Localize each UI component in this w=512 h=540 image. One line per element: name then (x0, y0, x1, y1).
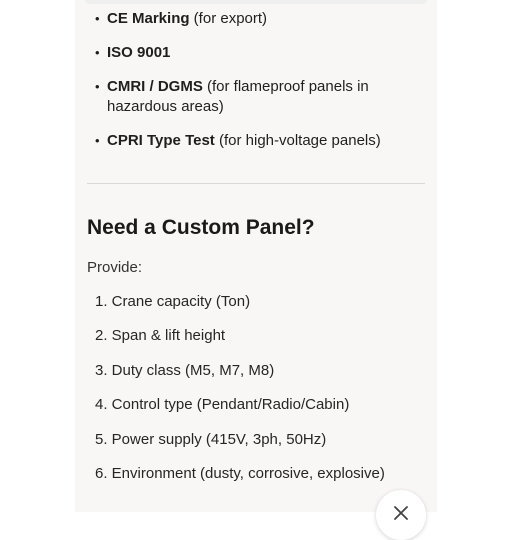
list-item (95, 77, 415, 117)
list-item: 5. Power supply (415V, 3ph, 50Hz) (95, 430, 327, 448)
list-item (95, 131, 415, 151)
cert-note: (for high-voltage panels) (214, 132, 381, 149)
list-item: 4. Control type (Pendant/Radio/Cabin) (95, 396, 350, 414)
cert-name: ISO 9001 (107, 44, 171, 61)
requirements-list (95, 292, 385, 498)
section-divider (87, 183, 425, 184)
cert-note: (for export) (189, 10, 268, 27)
top-card-edge (85, 0, 427, 4)
cert-note: (for flameproof panels in hazardous areas) (107, 78, 369, 115)
list-item: 2. Span & lift height (95, 327, 226, 345)
list-item: 6. Environment (dusty, corrosive, explosive) (95, 464, 385, 482)
close-icon (393, 505, 409, 521)
list-item (95, 9, 415, 29)
list-item (95, 43, 415, 63)
cert-name: CMRI / DGMS (107, 78, 203, 95)
cert-name: CE Marking (107, 10, 190, 27)
certifications-list (95, 9, 415, 165)
close-button[interactable] (376, 490, 426, 540)
provide-label: Provide: (87, 259, 143, 276)
list-item: 1. Crane capacity (Ton) (95, 293, 251, 310)
section-heading: Need a Custom Panel? (87, 216, 315, 239)
list-item: 3. Duty class (M5, M7, M8) (95, 361, 275, 379)
cert-name: CPRI Type Test (107, 132, 215, 149)
